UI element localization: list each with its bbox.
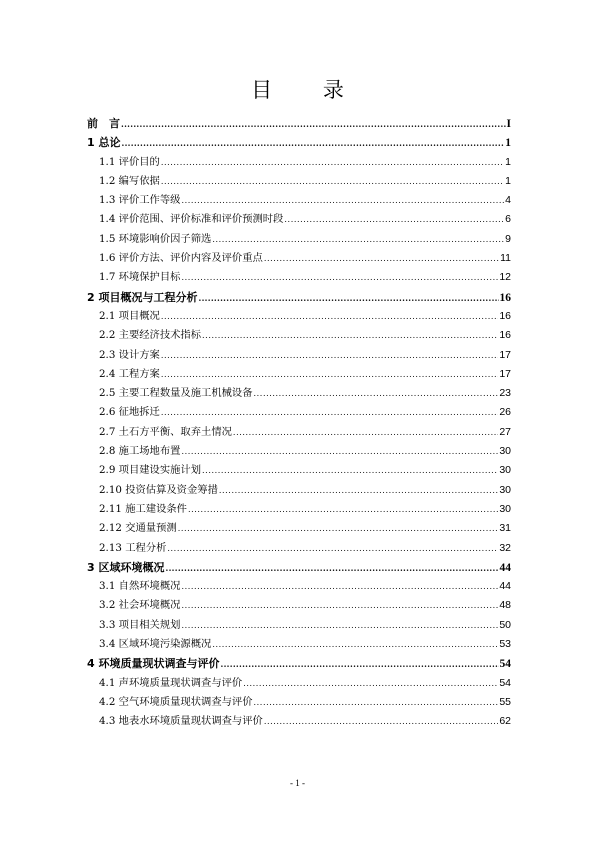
toc-entry-label: 3.3 项目相关规划 [99,618,181,631]
toc-entry[interactable] [87,558,511,577]
toc-entry-label: 2.7 土石方平衡、取弃土情况 [99,425,232,438]
toc-entry[interactable] [87,365,511,384]
toc-entry-label: 2.10 投资估算及资金筹措 [99,483,218,496]
toc-entry-page: 23 [499,387,511,400]
dot-leader [254,693,499,712]
toc-entry[interactable] [87,191,511,210]
toc-entry-label: 4 环境质量现状调查与评价 [87,657,220,671]
toc-entry-label: 1 总论 [87,136,121,150]
dot-leader [161,346,498,365]
toc-entry-page: 30 [499,483,511,496]
toc-entry[interactable] [87,461,511,480]
dot-leader [181,616,498,635]
toc-entry[interactable] [87,693,511,712]
toc-entry-label: 1.3 评价工作等级 [99,194,181,207]
toc-entry-page: 53 [499,638,511,651]
toc-entry-label: 2.12 交通量预测 [99,522,177,535]
toc-entry-label: 1.2 编写依据 [99,174,160,187]
dot-leader [254,384,499,403]
toc-entry-page: 54 [499,676,511,689]
dot-leader [284,210,504,229]
toc-entry[interactable] [87,712,511,731]
toc-entry-page: 1 [505,174,511,187]
toc-entry[interactable] [87,288,511,307]
toc-entry[interactable] [87,384,511,403]
toc-entry-page: 48 [499,599,511,612]
page-title: 目 录 [251,78,366,102]
toc-entry-label: 1.1 评价目的 [99,155,160,168]
toc-entry-label: 前 言 [87,117,120,130]
toc-entry[interactable] [87,674,511,693]
toc-entry[interactable] [87,539,511,558]
dot-leader [181,191,504,210]
dot-leader [181,442,498,461]
dot-leader [167,539,498,558]
toc-entry-page: 30 [499,464,511,477]
toc-entry-label: 1.4 评价范围、评价标准和评价预测时段 [99,213,284,226]
toc-entry-page: 26 [499,406,511,419]
dot-leader [181,268,498,287]
toc-entry-page: 54 [499,658,511,671]
toc-entry[interactable] [87,210,511,229]
toc-entry-page: 4 [505,194,511,207]
toc-entry-label: 1.5 环境影响价因子筛选 [99,232,212,245]
toc-entry[interactable] [87,635,511,654]
toc-entry[interactable] [87,654,511,673]
toc-entry-page: I [506,118,511,130]
toc-entry-label: 2.2 主要经济技术指标 [99,329,202,342]
toc-entry[interactable] [87,268,511,287]
toc-entry[interactable] [87,577,511,596]
toc-entry-label: 2.8 施工场地布置 [99,445,181,458]
dot-leader [212,635,498,654]
toc-entry-label: 3 区域环境概况 [87,560,165,574]
dot-leader [181,577,498,596]
dot-leader [121,134,504,153]
dot-leader [243,674,498,693]
dot-leader [202,326,498,345]
toc-entry-label: 2.11 施工建设条件 [99,502,187,515]
toc-entry-page: 55 [499,695,511,708]
toc-entry-page: 1 [505,137,511,150]
toc-entry-label: 2.4 工程方案 [99,367,160,380]
dot-leader [161,365,498,384]
toc-entry-page: 31 [499,522,511,535]
page-number: - 1 - [290,778,305,788]
toc-entry-label: 4.3 地表水环境质量现状调查与评价 [99,715,263,728]
toc-entry[interactable] [87,346,511,365]
dot-leader [161,307,498,326]
toc-entry[interactable] [87,500,511,519]
toc-entry-page: 44 [499,580,511,593]
toc-entry[interactable] [87,519,511,538]
toc-entry-page: 30 [499,445,511,458]
toc-entry[interactable] [87,326,511,345]
toc-entry[interactable] [87,481,511,500]
dot-leader [264,712,499,731]
toc-entry-label: 3.1 自然环境概况 [99,580,181,593]
toc-entry[interactable] [87,172,511,191]
toc-entry-label: 2 项目概况与工程分析 [87,290,198,304]
toc-entry-page: 16 [499,291,511,304]
toc-entry-page: 16 [499,329,511,342]
dot-leader [198,289,498,308]
toc-entry[interactable] [87,249,511,268]
dot-leader [219,481,498,500]
toc-entry-page: 27 [499,425,511,438]
toc-entry-label: 4.2 空气环境质量现状调查与评价 [99,695,253,708]
toc-entry[interactable] [87,442,511,461]
toc-entry[interactable] [87,423,511,442]
toc-entry[interactable] [87,153,511,172]
dot-leader [181,596,498,615]
toc-entry[interactable] [87,403,511,422]
dot-leader [188,500,498,519]
toc-entry-label: 2.1 项目概况 [99,309,160,322]
toc-entry[interactable] [87,133,511,152]
dot-leader [161,403,498,422]
toc-entry-page: 44 [499,561,511,574]
dot-leader [178,519,499,538]
toc-entry[interactable] [87,307,511,326]
dot-leader [212,230,504,249]
toc-entry[interactable] [87,230,511,249]
dot-leader [161,153,504,172]
table-of-contents [87,114,511,732]
toc-entry-label: 4.1 声环境质量现状调查与评价 [99,676,243,689]
dot-leader [165,559,498,578]
toc-entry-label: 2.13 工程分析 [99,541,167,554]
toc-entry-label: 3.2 社会环境概况 [99,599,181,612]
toc-entry-label: 2.3 设计方案 [99,348,160,361]
toc-entry-page: 32 [499,541,511,554]
dot-leader [220,655,498,674]
dot-leader [202,461,498,480]
toc-entry-label: 2.5 主要工程数量及施工机械设备 [99,387,253,400]
toc-entry-page: 50 [499,618,511,631]
dot-leader [233,423,498,442]
toc-entry[interactable] [87,114,511,133]
dot-leader [121,115,506,134]
toc-entry-page: 12 [499,271,511,284]
toc-entry-page: 17 [499,367,511,380]
toc-entry-page: 17 [499,348,511,361]
toc-entry-label: 2.6 征地拆迁 [99,406,160,419]
toc-entry-page: 62 [499,715,511,728]
toc-entry-label: 2.9 项目建设实施计划 [99,464,202,477]
toc-entry-label: 1.7 环境保护目标 [99,271,181,284]
toc-entry-label: 3.4 区域环境污染源概况 [99,638,212,651]
toc-entry-label: 1.6 评价方法、评价内容及评价重点 [99,252,263,265]
toc-entry-page: 9 [505,232,511,245]
toc-entry[interactable] [87,596,511,615]
toc-entry-page: 1 [505,155,511,168]
toc-entry-page: 30 [499,502,511,515]
toc-entry[interactable] [87,616,511,635]
dot-leader [161,172,504,191]
dot-leader [264,249,499,268]
toc-entry-page: 16 [499,309,511,322]
toc-entry-page: 6 [505,213,511,226]
toc-entry-page: 11 [500,252,511,265]
